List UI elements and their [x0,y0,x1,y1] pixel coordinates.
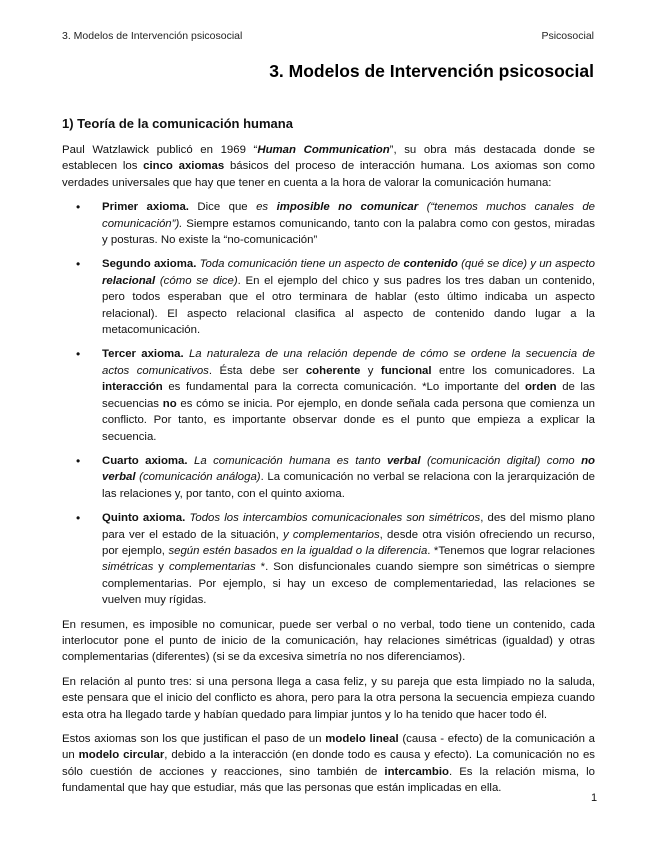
axiom-item-5: • Quinto axioma. Todos los intercambios comunicacionales son simétricos, des del mismo plano para ver el estado de la situación, y complementarios, desde otra visión ofreciendo un recurso, por ejemplo, según estén basados en la igualdad o la diferencia. *Tenemos que lograr relaciones simétricas y complementarias *. Son disfuncionales cuando siempre son simétricas o siempre complementarias. Por ejemplo, si hay un exceso de complementariedad, las relaciones se vuelven muy rígidas. [102,510,595,608]
section-heading: 1) Teoría de la comunicación humana [62,116,293,131]
page-title: 3. Modelos de Intervención psicosocial [269,61,594,81]
running-header-left: 3. Modelos de Intervención psicosocial [62,30,243,42]
axioms-list [62,199,595,608]
page-number: 1 [591,792,598,804]
running-header-right: Psicosocial [541,30,594,42]
axiom-item-2: • Segundo axioma. Toda comunicación tiene un aspecto de contenido (qué se dice) y un aspecto relacional (cómo se dice). En el ejemplo del chico y sus padres los tres daban un contenido, pero todos esperaban que el otro terminara de hablar (esto último indicaba un aspecto relacional). El aspecto relacional clasifica al aspecto de contenido dando lugar a la metacomunicación. [102,256,595,338]
axiom-item-1: • Primer axioma. Dice que es imposible no comunicar (“tenemos muchos canales de comunicación”). Siempre estamos comunicando, tanto con la palabra como con gestos, miradas y posturas. No existe la “no-comunicación” [102,199,595,248]
axiom-item-4: • Cuarto axioma. La comunicación humana es tanto verbal (comunicación digital) como no verbal (comunicación análoga). La comunicación no verbal se relaciona con la jerarquización de las relaciones y, por tanto, con el quinto axioma. [102,453,595,502]
example-paragraph: En relación al punto tres: si una persona llega a casa feliz, y su pareja que esta limpiado no la saluda, este pensara que el inicio del conflicto es ahora, pero para la otra persona la secuencia empieza cuando esta otra ha llegado tarde y habían quedado para limpiar juntos y lo ha tenido que hacer todo él. [62,675,595,721]
intro-paragraph: Paul Watzlawick publicó en 1969 “Human Communication”, su obra más destacada donde se establecen los cinco axiomas básicos del proceso de interacción humana. Los axiomas son como verdades universales que hay que tener en cuenta a la hora de valorar la comunicación humana: [62,144,595,189]
document-body [62,115,598,805]
conclusion-paragraph: Estos axiomas son los que justifican el paso de un modelo lineal (causa - efecto) de la comunicación a un modelo circular, debido a la interacción (en donde todo es causa y efecto). La comunicación no es sólo cuestión de acciones y reacciones, sino también de intercambio. Es la relación misma, lo fundamental que hay que estudiar, más que las personas que están implicadas en ella. [62,733,596,795]
summary-paragraph: En resumen, es imposible no comunicar, puede ser verbal o no verbal, todo tiene un contenido, cada interlocutor pone el punto de inicio de la comunicación, hay relaciones simétricas (igualdad) y otras complementarias (diferentes) (si se da excesiva simetría no nos diferenciamos). [62,618,595,664]
axiom-item-3: • Tercer axioma. La naturaleza de una relación depende de cómo se ordene la secuencia de actos comunicativos. Ésta debe ser coherente y funcional entre los comunicadores. La interacción es fundamental para la correcta comunicación. *Lo importante del orden de las secuencias no es cómo se inicia. Por ejemplo, en donde señala cada persona que comienza un conflicto. Por tanto, es importante observar donde es el punto que empieza a explicar la secuencia. [102,346,595,444]
